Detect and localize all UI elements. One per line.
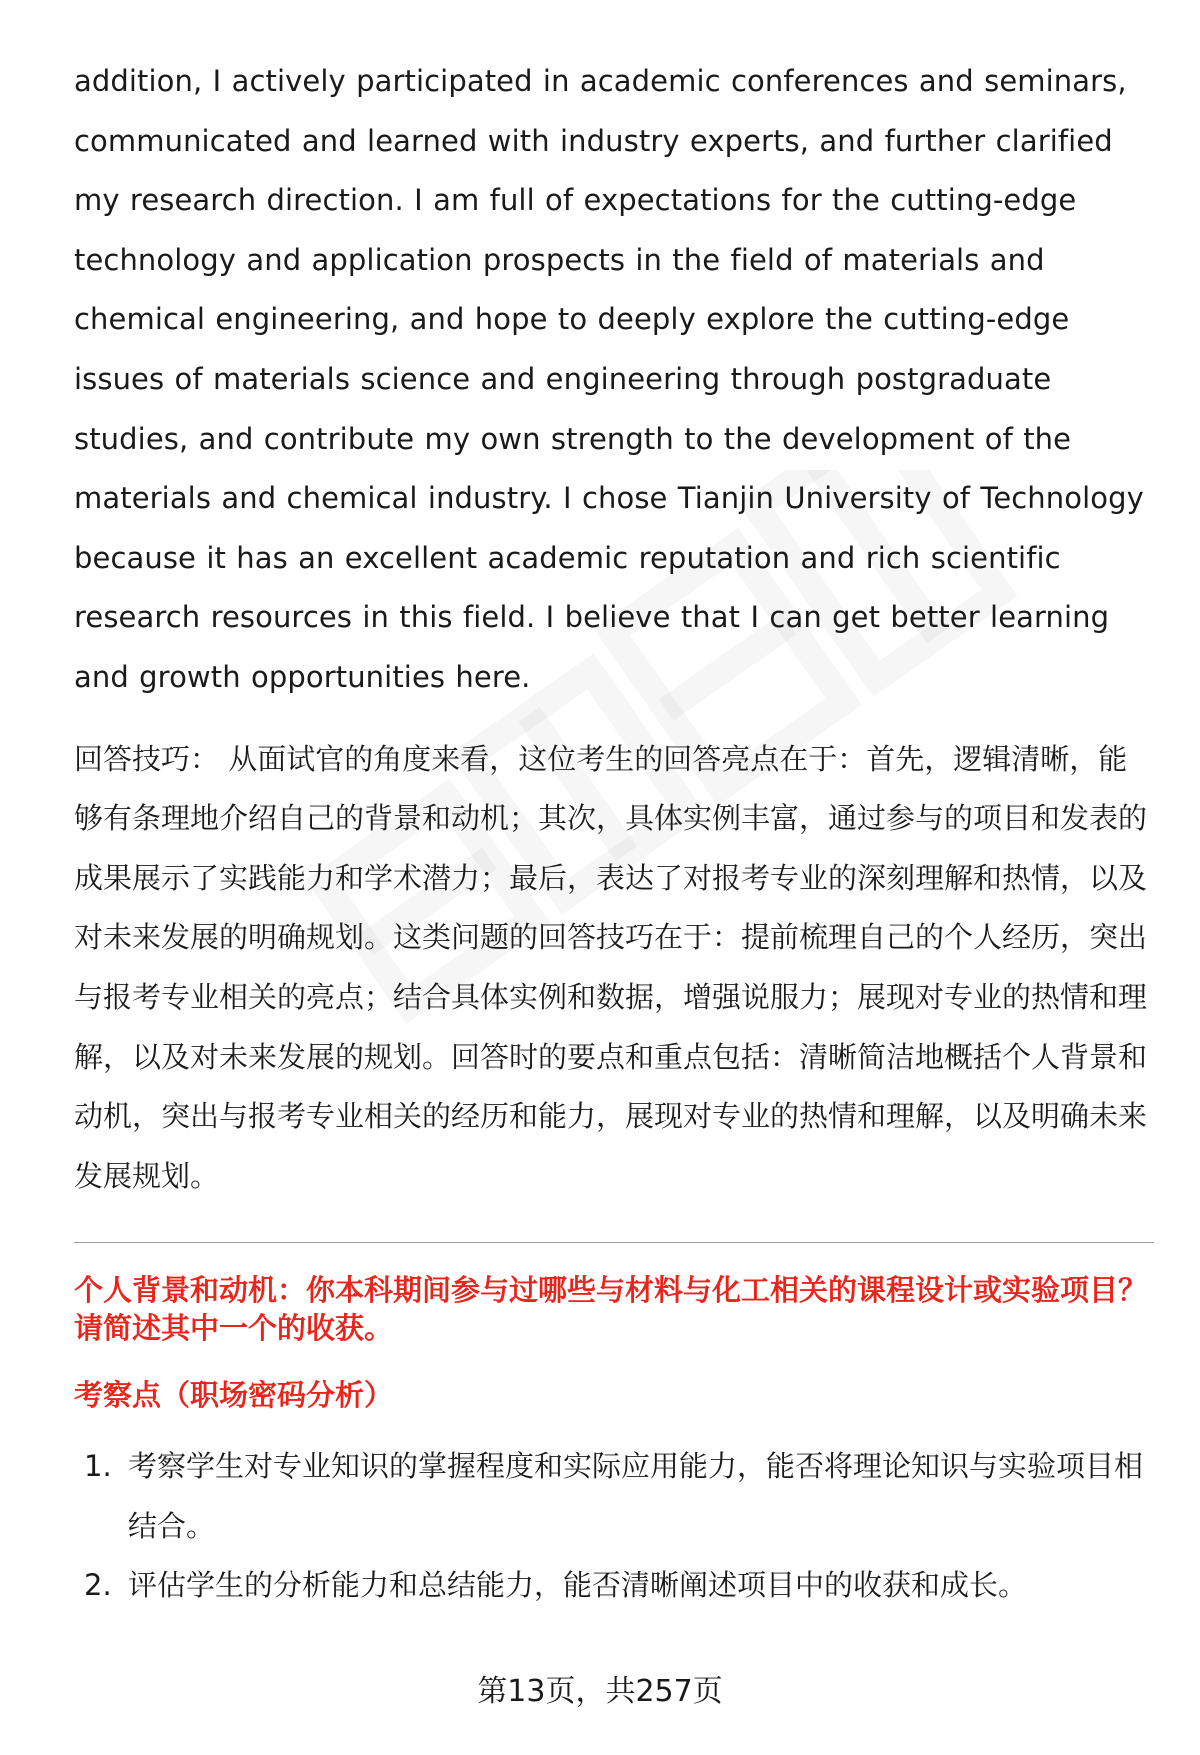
- answer-tips-paragraph: 回答技巧： 从面试官的角度来看，这位考生的回答亮点在于：首先，逻辑清晰，能够有条理地介绍自己的背景和动机；其次，具体实例丰富，通过参与的项目和发表的成果展示了实践能力和学术潜力；最后，表达了对报考专业的深刻理解和热情，以及对未来发展的明确规划。这类问题的回答技巧在于：提前梳理自己的个人经历，突出与报考专业相关的亮点；结合具体实例和数据，增强说服力；展现对专业的热情和理解，以及对未来发展的规划。回答时的要点和重点包括：清晰简洁地概括个人背景和动机，突出与报考专业相关的经历和能力，展现对专业的热情和理解，以及明确未来发展规划。: [74, 741, 1148, 1193]
- section-divider: [74, 1242, 1154, 1243]
- list-item-text: 评估学生的分析能力和总结能力，能否清晰阐述项目中的收获和成长。: [128, 1568, 1028, 1603]
- list-item-text: 考察学生对专业知识的掌握程度和实际应用能力，能否将理论知识与实验项目相结合。: [128, 1449, 1144, 1543]
- list-item-number: 1.: [84, 1449, 112, 1484]
- page-number-footer: 第13页，共257页: [477, 1674, 723, 1709]
- question-heading: 个人背景和动机：你本科期间参与过哪些与材料与化工相关的课程设计或实验项目？请简述其中一个的收获。: [74, 1273, 1148, 1346]
- assessment-points-heading: 考察点（职场密码分析）: [74, 1378, 394, 1413]
- list-item: [74, 1556, 1154, 1616]
- assessment-points-list: [74, 1437, 1154, 1616]
- list-item: [74, 1437, 1154, 1556]
- page-content: [74, 52, 1154, 1616]
- list-item-number: 2.: [84, 1568, 112, 1603]
- answer-paragraph-continued: addition, I actively participated in academic conferences and seminars, communicated and learned with industry experts, and further clarified my research direction. I am full of expectations for the cutting-edge technology and application prospects in the field of materials and chemical engineering, and hope to deeply explore the cutting-edge issues of materials science and engineering through postgraduate studies, and contribute my own strength to the development of the materials and chemical industry. I chose Tianjin University of Technology because it has an excellent academic reputation and rich scientific research resources in this field. I believe that I can get better learning and growth opportunities here.: [74, 64, 1144, 694]
